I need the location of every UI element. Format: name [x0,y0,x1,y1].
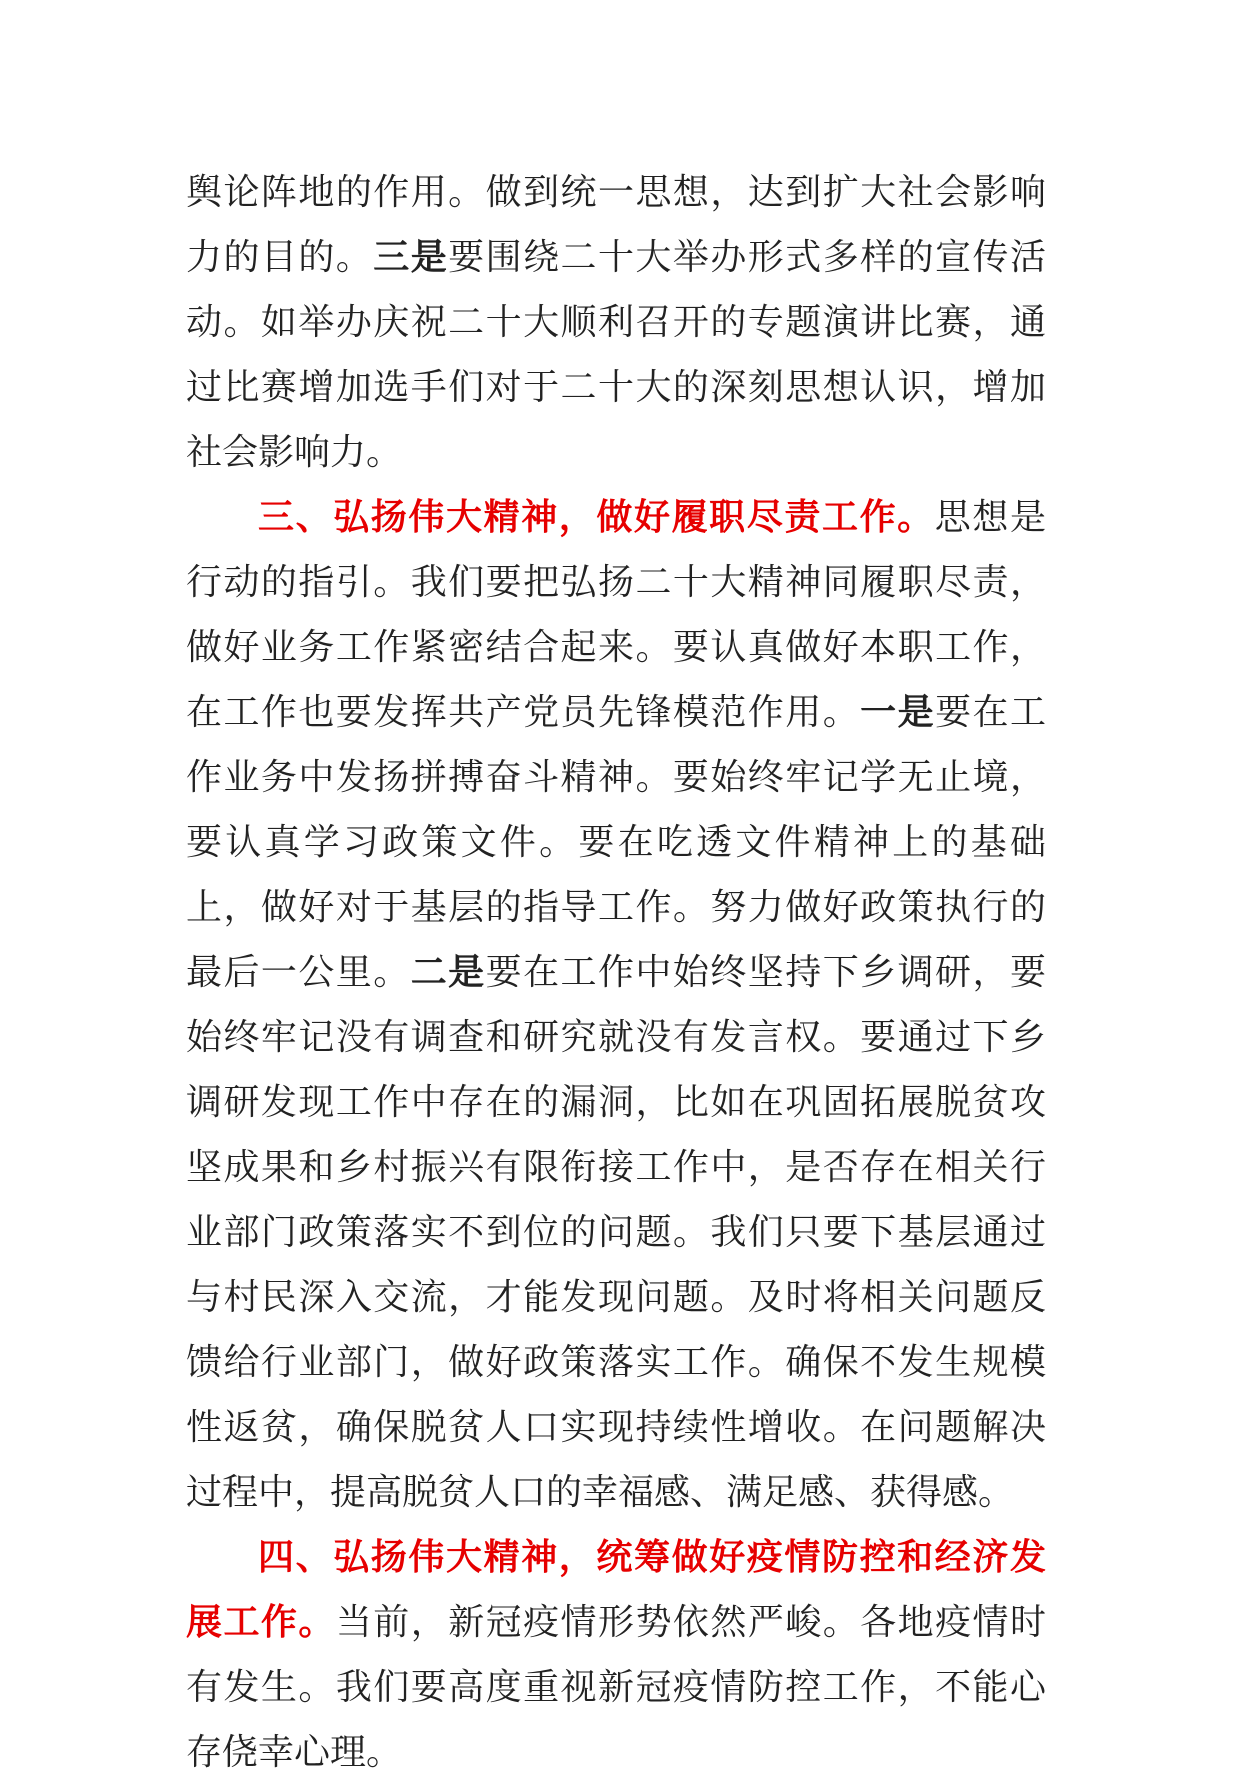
paragraph-text: 要在工作中始终坚持下乡调研，要始终牢记没有调查和研究就没有发言权。要通过下乡调研发现工作中存在的漏洞，比如在巩固拓展脱贫攻坚成果和乡村振兴有限衔接工作中，是否存在相关行业部门政策落实不到位的问题。我们只要下基层通过与村民深入交流，才能发现问题。及时将相关问题反馈给行业部门，做好政策落实工作。确保不发生规模性返贫，确保脱贫人口实现持续性增收。在问题解决过程中，提高脱贫人口的幸福感、满足感、获得感。 [186,952,1046,1513]
paragraph-text: 舆论阵地的作用。做到统一思想，达到扩大社会影响力的目的。 [186,172,1046,278]
document-page [186,160,1046,1785]
paragraph-text: 当前，新冠疫情形势依然严峻。各地疫情时有发生。我们要高度重视新冠疫情防控工作，不能心存侥幸心理。 [186,1602,1046,1773]
emphasis-text: 一是 [860,692,936,733]
paragraph-text: 要在工作业务中发扬拼搏奋斗精神。要始终牢记学无止境，要认真学习政策文件。要在吃透文件精神上的基础上，做好对于基层的指导工作。努力做好政策执行的最后一公里。 [186,692,1046,993]
paragraph-text: 思想是行动的指引。我们要把弘扬二十大精神同履职尽责，做好业务工作紧密结合起来。要认真做好本职工作，在工作也要发挥共产党员先锋模范作用。 [186,497,1046,733]
paragraph-text: 要围绕二十大举办形式多样的宣传活动。如举办庆祝二十大顺利召开的专题演讲比赛，通过比赛增加选手们对于二十大的深刻思想认识，增加社会影响力。 [186,237,1046,473]
paragraph-section-four [186,1525,1046,1785]
section-heading: 四、弘扬伟大精神，统筹做好疫情防控和经济发展工作。 [186,1537,1046,1643]
emphasis-text: 三是 [373,237,449,278]
emphasis-text: 二是 [410,952,486,993]
paragraph-section-three [186,485,1046,1525]
section-heading: 三、弘扬伟大精神，做好履职尽责工作。 [258,497,935,538]
paragraph-continuation [186,160,1046,485]
